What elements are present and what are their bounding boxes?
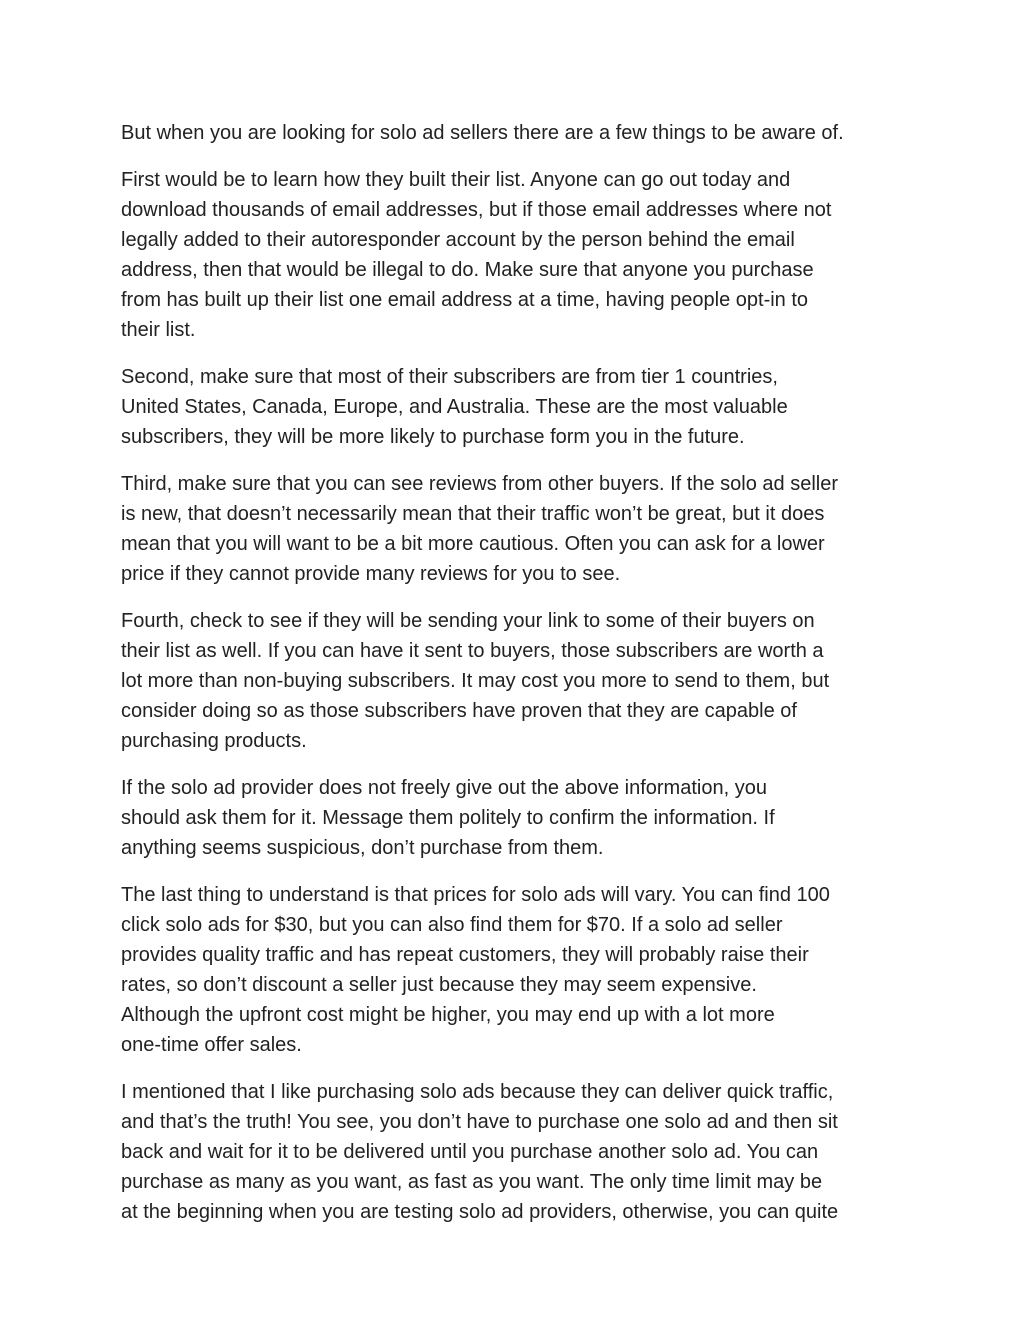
text-line: The last thing to understand is that prices for solo ads will vary. You can find 100: [121, 884, 830, 906]
text-line: is new, that doesn’t necessarily mean that their traffic won’t be great, but it does: [121, 503, 825, 525]
text-line: their list as well. If you can have it sent to buyers, those subscribers are worth a: [121, 640, 824, 662]
paragraph-4: [121, 469, 911, 589]
text-line: I mentioned that I like purchasing solo ads because they can deliver quick traffic,: [121, 1081, 834, 1103]
text-line: United States, Canada, Europe, and Australia. These are the most valuable: [121, 396, 788, 418]
text-line: Third, make sure that you can see reviews from other buyers. If the solo ad seller: [121, 473, 838, 495]
text-line: mean that you will want to be a bit more cautious. Often you can ask for a lower: [121, 533, 825, 555]
text-line: anything seems suspicious, don’t purchase from them.: [121, 837, 604, 859]
paragraph-3: [121, 362, 911, 452]
paragraph-8: [121, 1077, 911, 1227]
text-line: from has built up their list one email address at a time, having people opt-in to: [121, 289, 809, 311]
text-line: consider doing so as those subscribers have proven that they are capable of: [121, 700, 797, 722]
text-line: should ask them for it. Message them politely to confirm the information. If: [121, 807, 775, 829]
text-line: provides quality traffic and has repeat customers, they will probably raise their: [121, 944, 809, 966]
text-line: rates, so don’t discount a seller just because they may seem expensive.: [121, 974, 757, 996]
text-line: First would be to learn how they built their list. Anyone can go out today and: [121, 169, 791, 191]
paragraph-1: [121, 118, 911, 148]
text-line: Fourth, check to see if they will be sending your link to some of their buyers on: [121, 610, 815, 632]
text-line: price if they cannot provide many reviews for you to see.: [121, 563, 621, 585]
text-line: If the solo ad provider does not freely give out the above information, you: [121, 777, 767, 799]
text-line: But when you are looking for solo ad sellers there are a few things to be aware of.: [121, 122, 844, 144]
text-line: and that’s the truth! You see, you don’t have to purchase one solo ad and then sit: [121, 1111, 838, 1133]
text-line: back and wait for it to be delivered until you purchase another solo ad. You can: [121, 1141, 819, 1163]
text-line: click solo ads for $30, but you can also find them for $70. If a solo ad seller: [121, 914, 783, 936]
text-line: Although the upfront cost might be higher, you may end up with a lot more: [121, 1004, 775, 1026]
text-line: legally added to their autoresponder account by the person behind the email: [121, 229, 795, 251]
text-line: one-time offer sales.: [121, 1034, 302, 1056]
text-line: subscribers, they will be more likely to purchase form you in the future.: [121, 426, 745, 448]
text-line: purchase as many as you want, as fast as you want. The only time limit may be: [121, 1171, 823, 1193]
document-page: [121, 118, 911, 1244]
text-line: their list.: [121, 319, 196, 341]
text-line: purchasing products.: [121, 730, 307, 752]
text-line: download thousands of email addresses, but if those email addresses where not: [121, 199, 832, 221]
text-line: lot more than non-buying subscribers. It may cost you more to send to them, but: [121, 670, 830, 692]
paragraph-2: [121, 165, 911, 345]
paragraph-5: [121, 606, 911, 756]
paragraph-6: [121, 773, 911, 863]
text-line: Second, make sure that most of their subscribers are from tier 1 countries,: [121, 366, 778, 388]
text-line: address, then that would be illegal to do. Make sure that anyone you purchase: [121, 259, 814, 281]
paragraph-7: [121, 880, 911, 1060]
text-line: at the beginning when you are testing solo ad providers, otherwise, you can quite: [121, 1201, 839, 1223]
